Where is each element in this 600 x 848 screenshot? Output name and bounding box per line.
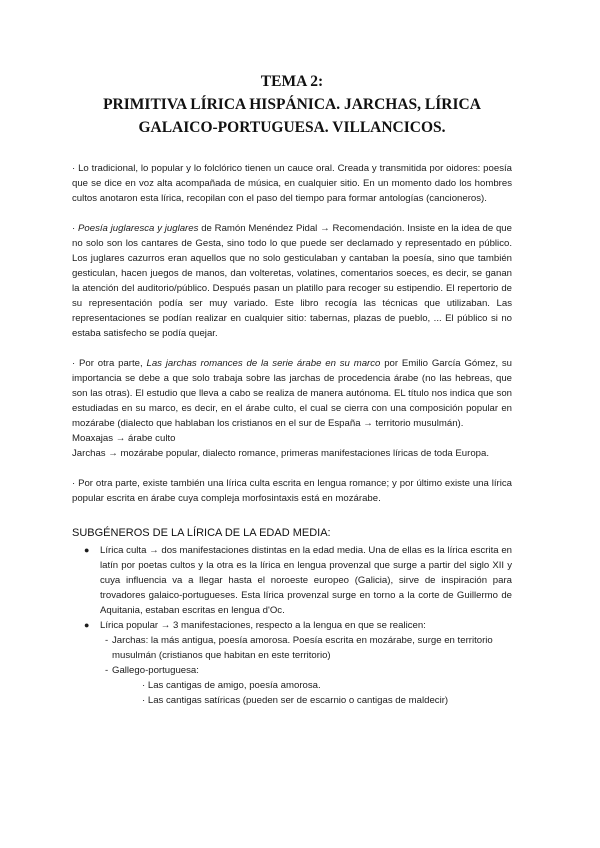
p3-book-title: Las jarchas romances de la serie árabe en su marco [146,358,381,369]
paragraph-oral-tradition: · Lo tradicional, lo popular y lo folclórico tienen un cauce oral. Creada y transmitida por oidores: poesía que se dice en voz alta acompañada de música, en cualquier sitio. En un momento dado los hombres cultos anotaron esta lírica, recopilan con el paso del tiempo para formar antologías (cancioneros). [72,163,512,204]
p3-prefix: · Por otra parte, [72,358,147,369]
paragraph-jarchas-block [72,356,512,461]
title-line-3: GALAICO-PORTUGUESA. VILLANCICOS. [138,119,446,136]
lirica-popular-text: Lírica popular → 3 manifestaciones, respecto a la lengua en que se realicen: [100,620,426,631]
list-item-lirica-popular [72,618,512,633]
sub-sub-item-cantigas-amigo: · Las cantigas de amigo, poesía amorosa. [142,680,321,691]
paragraph-juglares [72,221,512,341]
paragraph-jarchas [72,356,512,431]
moaxajas-line: Moaxajas → árabe culto [72,433,176,444]
paragraph-lirica-culta-romance: · Por otra parte, existe también una lírica culta escrita en lengua romance; y por último existe una lírica popular escrita en árabe cuya compleja morfosintaxis está en mozárabe. [72,478,512,504]
p2-text: de Ramón Menéndez Pidal → Recomendación. Insiste en la idea de que no solo son los cantares de Gesta, sino todo lo que puede ser declamado y representado en público. Los juglares cazurros eran aquellos que no solo gesticulaban y cantaban la poesía, sino que también gesticulan, hacen juegos de manos, dan volteretas, volatines, comentarios soeces, es decir, se ganan la atención del auditorio/público. Después pasan un platillo para recoger su estipendio. El repertorio de su representación podía ser muy variado. Este libro recogía las técnicas que utilizaban. Las representaciones se podían realizar en cualquier sitio: tabernas, plazas de pueblo, ... El público si no estaba satisfecho se podía quejar. [72,223,512,339]
p2-book-title: Poesía juglaresca y juglares [78,223,199,234]
sub-sub-item-cantigas-satiricas: · Las cantigas satíricas (pueden ser de escarnio o cantigas de maldecir) [142,695,449,706]
subgenres-list [72,543,512,633]
jarchas-text: Jarchas: la más antigua, poesía amorosa. Poesía escrita en mozárabe, surge en territorio musulmán (cristianos que habitan en este territorio) [112,635,493,661]
title-line-1: TEMA 2: [260,73,324,90]
list-item-lirica-culta [72,543,512,618]
bullet-icon: ● [84,620,90,630]
subgenres-heading: SUBGÉNEROS DE LA LÍRICA DE LA EDAD MEDIA: [72,527,331,539]
sub-item-jarchas [72,633,512,663]
dash-marker: - [105,665,109,676]
document-page [72,70,512,708]
p3-text: por Emilio García Gómez, su importancia se debe a que solo trabaja sobre las jarchas de procedencia árabe (no las hebreas, que son las otras). El estudio que lleva a cabo se realiza de manera autónoma. EL título nos indica que son estudiadas en su marco, es decir, en el árabe culto, el cual se cierra con una composición popular en mozárabe (dialecto que hablaban los cristianos en el sur de España → territorio musulmán). [72,358,512,429]
lirica-culta-text: Lírica culta → dos manifestaciones distintas en la edad media. Una de ellas es la lírica escrita en latín por poetas cultos y la otra es la lírica en lengua provenzal que surge a partir del siglo XII y cuya influencia va a llegar hasta el noroeste europeo (Galicia), sirve de inspiración para trovadores galaico-portugueses. Esta lírica provenzal surge en torno a la corte de Guillermo de Aquitania, estaban escritas en lengua d'Oc. [100,545,512,616]
document-title [72,70,512,139]
dash-marker: - [105,635,109,646]
sub-item-gallego-portuguesa [72,663,512,678]
title-line-2: PRIMITIVA LÍRICA HISPÁNICA. JARCHAS, LÍRICA [103,96,481,113]
jarchas-line: Jarchas → mozárabe popular, dialecto romance, primeras manifestaciones líricas de toda Europa. [72,448,490,459]
gallego-portuguesa-text: Gallego-portuguesa: [112,665,199,676]
bullet-icon: ● [84,545,90,555]
p2-prefix: · [72,223,78,234]
